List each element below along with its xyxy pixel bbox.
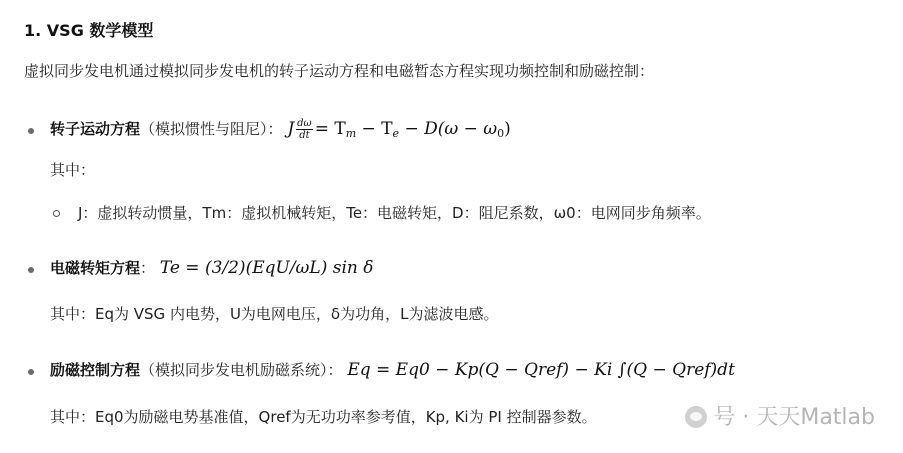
bullet-dot [28,267,34,273]
watermark-text: 号 · 天天Matlab [713,405,875,430]
rotor-equation-term: 转子运动方程 [50,120,141,138]
circle-bullet [53,210,60,217]
torque-equation-line: 电磁转矩方程： Te = (3/2)(EqU/ωL) sin δ [50,258,374,278]
excitation-equation-note: （模拟同步发电机励磁系统）： [140,361,343,379]
torque-equation-term: 电磁转矩方程 [50,259,141,277]
excitation-equation-line [50,359,735,380]
bullet-dot [28,369,34,375]
wechat-icon [685,406,707,428]
rotor-variable-list: J：虚拟转动惯量，Tm：虚拟机械转矩，Te：电磁转矩，D：阻尼系数，ω0：电网同步角频率。 [78,204,711,222]
rotor-equation-line [50,118,511,141]
rotor-equation-formula: J $\frac{d\omega}{dt}$ = $T_m - T_e - D(\omega - \omega_0)$ [287,118,511,141]
rotor-where-label: 其中： [50,161,96,179]
section-heading: 1. VSG 数学模型 [24,21,154,40]
excitation-equation-formula: Eq = Eq0 − Kp(Q − Qref) − Ki ∫(Q − Qref)dt [347,360,735,380]
excitation-equation-term: 励磁控制方程 [50,361,141,379]
excitation-explanation: 其中：Eq0为励磁电势基准值，Qref为无功功率参考值，Kp, Ki为 PI 控制器参数。 [50,408,597,426]
intro-paragraph: 虚拟同步发电机通过模拟同步发电机的转子运动方程和电磁暂态方程实现功频控制和励磁控制： [24,62,655,80]
torque-explanation: 其中：Eq为 VSG 内电势，U为电网电压，δ为功角，L为滤波电感。 [50,305,499,323]
rotor-equation-note: （模拟惯性与阻尼）： [140,120,283,138]
bullet-dot [28,128,34,134]
watermark [685,400,875,431]
torque-equation-formula: Te = (3/2)(EqU/ωL) sin δ [159,258,374,278]
